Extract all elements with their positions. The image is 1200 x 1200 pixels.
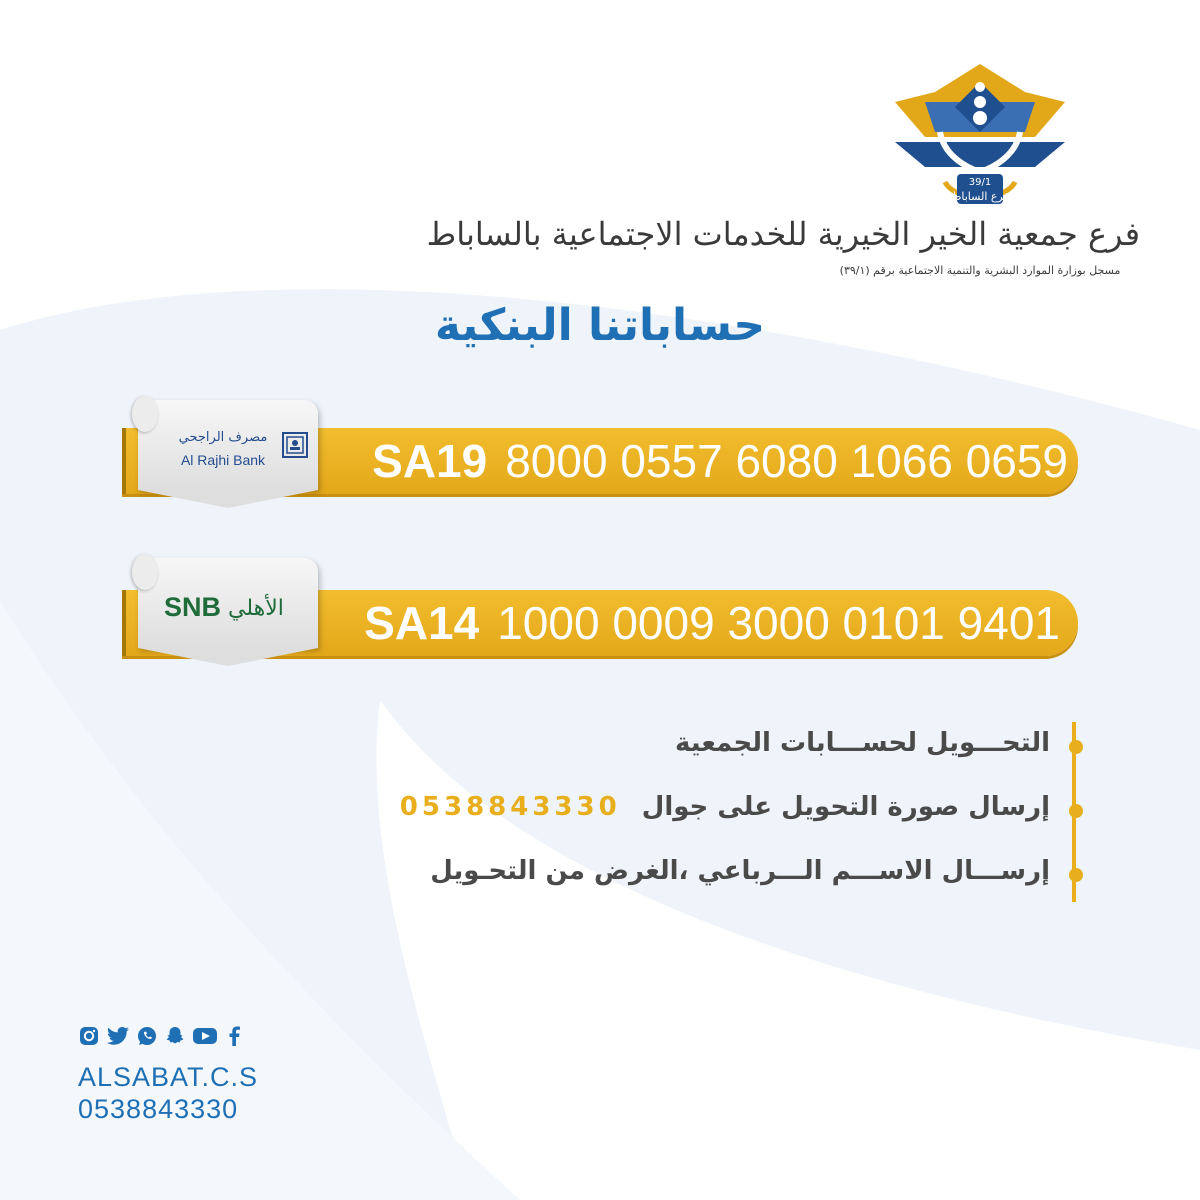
bank-name-ar: مصرف الراجحي: [178, 430, 268, 445]
logo-caption: فرع الساباط: [951, 190, 1009, 203]
contact-phone[interactable]: 0538843330: [78, 1094, 239, 1124]
bar-edge: [122, 428, 126, 494]
whatsapp-icon[interactable]: [136, 1025, 158, 1047]
bank-name-ar: الأهلي: [228, 596, 284, 621]
alrajhi-logo-icon: [282, 432, 308, 458]
step-1: التحـــويل لحســـابات الجمعية: [675, 728, 1050, 758]
bar-edge: [122, 590, 126, 656]
tag-curl: [132, 554, 158, 590]
step-2-text: إرسال صورة التحويل على جوال: [641, 792, 1050, 822]
organization-logo: [885, 62, 1075, 212]
snapchat-icon[interactable]: [164, 1025, 186, 1047]
logo-badge: 39/1: [968, 177, 992, 188]
step-3: إرســـال الاســـم الـــرباعي ،الغرض من التحـويل: [430, 856, 1050, 886]
instagram-icon[interactable]: [78, 1025, 100, 1047]
page-title: حساباتنا البنكية: [434, 300, 766, 351]
organization-name: فرع جمعية الخير الخيرية للخدمات الاجتماعية بالساباط: [426, 215, 1140, 253]
step-bullet: [1069, 804, 1083, 818]
organization-registration: مسجل بوزارة الموارد البشرية والتنمية الاجتماعية برقم (٣٩/١): [839, 264, 1121, 277]
iban-text-alrajhi[interactable]: [372, 428, 1068, 494]
youtube-icon[interactable]: [192, 1025, 218, 1047]
instruction-steps: [380, 722, 1080, 902]
step-bullet: [1069, 740, 1083, 754]
facebook-icon[interactable]: [224, 1025, 246, 1047]
tag-curl: [132, 396, 158, 432]
step-bullet: [1069, 868, 1083, 882]
social-icons: [78, 1025, 246, 1047]
step-2-phone[interactable]: 0538843330: [399, 792, 621, 822]
bank-tag-snb: [138, 558, 318, 648]
iban-text-snb[interactable]: [364, 590, 1060, 656]
step-2: [400, 792, 1050, 822]
iban-prefix: SA14: [364, 597, 480, 649]
iban-number: 1000 0009 3000 0101 9401: [497, 597, 1060, 649]
iban-prefix: SA19: [372, 435, 488, 487]
social-handle[interactable]: ALSABAT.C.S: [78, 1062, 259, 1092]
bank-name-en: SNB: [164, 592, 222, 622]
bank-name-en: Al Rajhi Bank: [180, 452, 266, 468]
iban-number: 8000 0557 6080 1066 0659: [505, 435, 1068, 487]
bank-tag-alrajhi: [138, 400, 318, 490]
twitter-icon[interactable]: [106, 1025, 130, 1047]
